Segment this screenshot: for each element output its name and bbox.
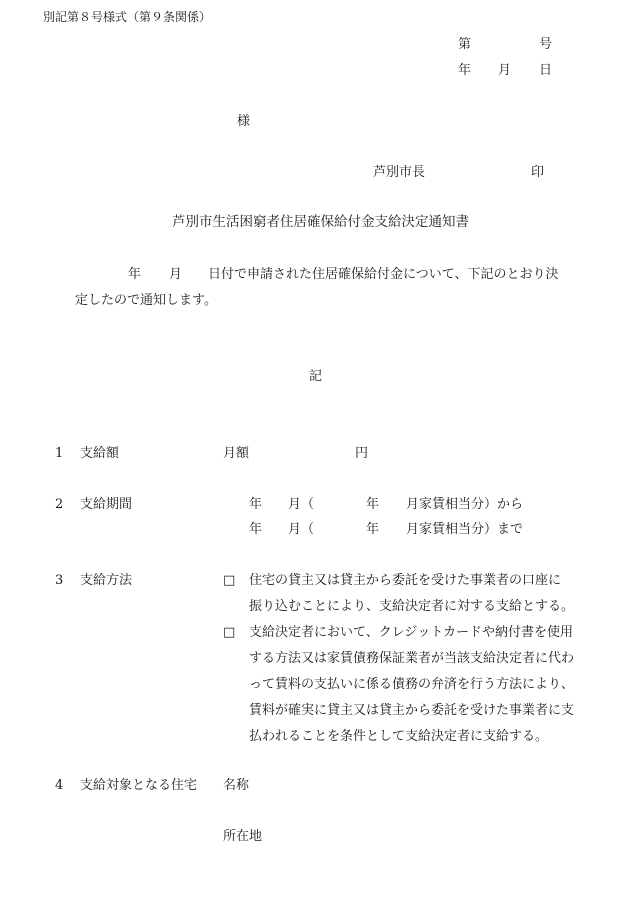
method-option-2-line-2: する方法又は家賃債務保証業者が当該支給決定者に代わ xyxy=(249,651,575,666)
method-option-1-line-2: 振り込むことにより、支給決定者に対する支給とする。 xyxy=(249,599,575,614)
ki-heading: 記 xyxy=(309,369,323,384)
seal-mark: 印 xyxy=(531,165,545,180)
addressee-honorific: 様 xyxy=(237,114,251,129)
date-month-label: 月 xyxy=(498,63,512,78)
period-to-tail: 月家賃相当分）まで xyxy=(406,522,524,537)
item-4-label: 支給対象となる住宅 xyxy=(80,778,198,793)
period-from-rent-year: 年 xyxy=(366,497,380,512)
document-number-suffix: 号 xyxy=(539,37,553,52)
housing-name-label: 名称 xyxy=(223,778,250,793)
method-option-1-line-1: 住宅の貸主又は貸主から委託を受けた事業者の口座に xyxy=(249,573,562,588)
housing-address-label: 所在地 xyxy=(223,829,263,844)
method-option-2-line-4: 賃料が確実に貸主又は貸主から委託を受けた事業者に支 xyxy=(249,703,575,718)
method-option-2-checkbox[interactable]: □ xyxy=(223,625,236,640)
item-3-number: 3 xyxy=(55,573,64,588)
document-number-prefix: 第 xyxy=(458,37,472,52)
item-1-number: 1 xyxy=(55,446,64,461)
period-to-year: 年 xyxy=(249,522,263,537)
item-3-label: 支給方法 xyxy=(80,573,133,588)
period-from-year: 年 xyxy=(249,497,263,512)
item-1-label: 支給額 xyxy=(80,446,120,461)
issuer-title: 芦別市長 xyxy=(373,165,426,180)
item-2-label: 支給期間 xyxy=(80,497,133,512)
body-date-year: 年 xyxy=(128,267,142,282)
date-year-label: 年 xyxy=(458,63,472,78)
method-option-2-line-5: 払われることを条件として支給決定者に支給する。 xyxy=(249,729,549,744)
body-date-month: 月 xyxy=(169,267,183,282)
document-title: 芦別市生活困窮者住居確保給付金支給決定通知書 xyxy=(172,214,469,230)
method-option-1-checkbox[interactable]: □ xyxy=(223,573,236,588)
period-from-month: 月（ xyxy=(288,497,315,512)
body-line-1: 日付で申請された住居確保給付金について、下記のとおり決 xyxy=(208,267,559,282)
method-option-2-line-1: 支給決定者において、クレジットカードや納付書を使用 xyxy=(249,625,574,640)
yen-unit: 円 xyxy=(355,446,369,461)
period-to-rent-year: 年 xyxy=(366,522,380,537)
item-4-number: 4 xyxy=(55,778,64,793)
period-from-tail: 月家賃相当分）から xyxy=(406,497,524,512)
item-2-number: 2 xyxy=(55,497,64,512)
form-number-label: 別記第８号様式（第９条関係） xyxy=(43,10,212,24)
method-option-2-line-3: って賃料の支払いに係る債務の弁済を行う方法により、 xyxy=(249,677,575,692)
monthly-amount-label: 月額 xyxy=(223,446,250,461)
body-line-2: 定したので通知します。 xyxy=(75,293,217,308)
date-day-label: 日 xyxy=(539,63,553,78)
period-to-month: 月（ xyxy=(288,522,315,537)
